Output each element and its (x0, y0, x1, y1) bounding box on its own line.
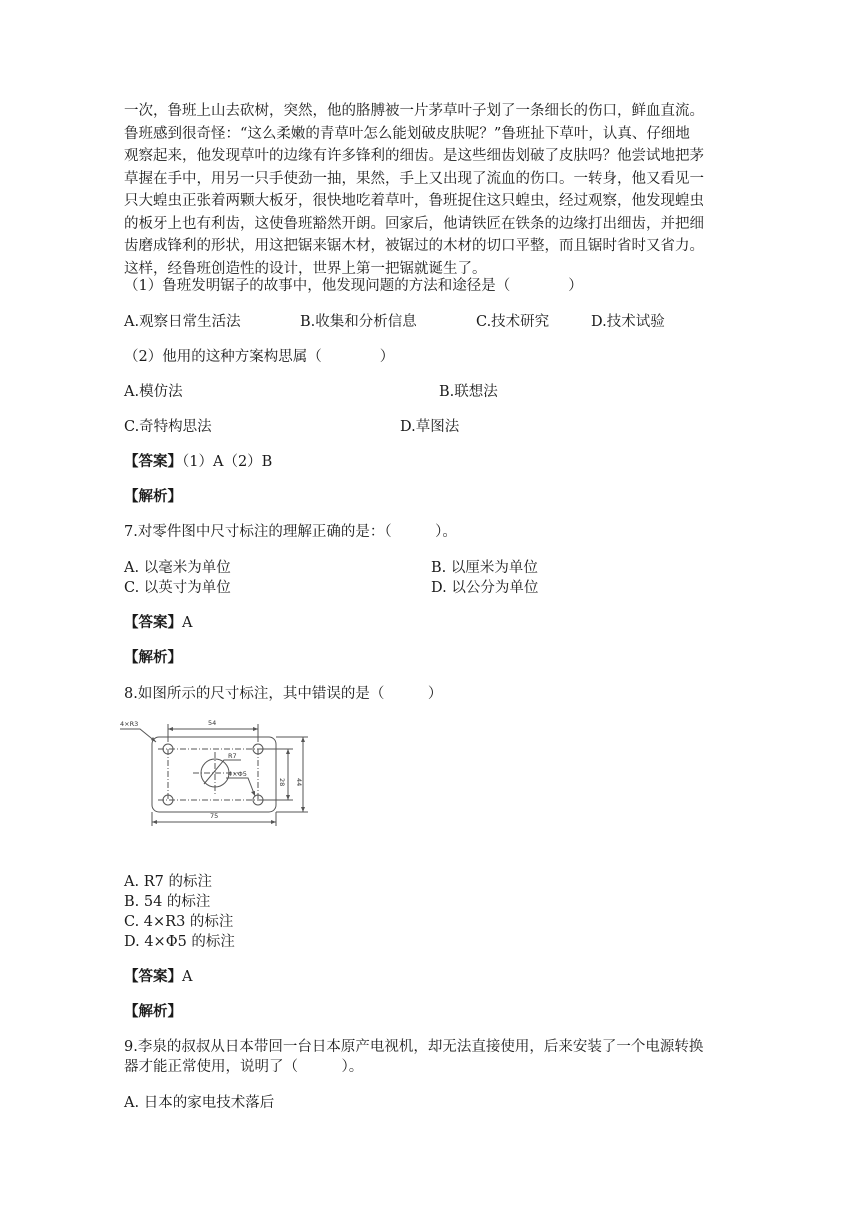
q6-1-option-a: A.观察日常生活法 (124, 314, 241, 330)
q7-option-b: B. 以厘米为单位 (431, 560, 538, 576)
story-line: 草握在手中，用另一只手使劲一抽，果然，手上又出现了流血的伤口。一转身，他又看见一 (124, 170, 704, 187)
q8-option-a: A. R7 的标注 (124, 874, 212, 890)
q6-analysis-label: 【解析】 (124, 488, 182, 505)
q8-answer (124, 966, 192, 988)
story-line: 观察起来，他发现草叶的边缘有许多锋利的细齿。是这些细齿划破了皮肤吗？他尝试地把茅 (124, 148, 704, 164)
label-4xR3: 4×R3 (120, 720, 139, 728)
q7-stem: 7.对零件图中尺寸标注的理解正确的是：（ ）。 (124, 524, 457, 540)
label-44: 44 (295, 778, 303, 787)
q8-stem: 8.如图所示的尺寸标注，其中错误的是（ ） (124, 686, 443, 702)
q6-2-option-d: D.草图法 (400, 419, 460, 435)
q7-option-c: C. 以英寸为单位 (124, 580, 231, 596)
q6-2-stem: （2）他用的这种方案构思属（ ） (124, 349, 395, 365)
story-line: 这样，经鲁班创造性的设计，世界上第一把锯就诞生了。 (124, 260, 487, 277)
q6-2-option-b: B.联想法 (439, 384, 498, 400)
story-line: 的板牙上也有利齿，这使鲁班豁然开朗。回家后，他请铁匠在铁条的边缘打出细齿，并把细 (124, 215, 704, 232)
q7-option-d: D. 以公分为单位 (431, 580, 539, 596)
label-75: 75 (210, 812, 219, 820)
q6-1-option-b: B.收集和分析信息 (300, 314, 417, 330)
q6-1-option-d: D.技术试验 (591, 314, 665, 330)
plate-outline (152, 737, 276, 812)
q7-answer (124, 612, 192, 634)
q6-1-option-c: C.技术研究 (476, 314, 550, 330)
q8-option-c: C. 4×R3 的标注 (124, 914, 234, 930)
q7-analysis-label: 【解析】 (124, 649, 182, 666)
story-line: 齿磨成锋利的形状，用这把锯来锯木材，被锯过的木材的切口平整，而且锯时省时又省力。 (124, 238, 704, 254)
answer-value: A (182, 615, 193, 631)
label-4xPhi5: 4×Φ5 (228, 770, 247, 778)
q7-option-a: A. 以毫米为单位 (124, 560, 231, 576)
part-dimension-figure (118, 712, 314, 834)
answer-value: （1）A（2）B (182, 454, 273, 470)
label-54: 54 (208, 719, 217, 727)
story-paragraph (124, 100, 748, 280)
q9-stem-line1: 9.李泉的叔叔从日本带回一台日本原产电视机，却无法直接使用，后来安装了一个电源转换 (124, 1039, 704, 1055)
q6-1-stem: （1）鲁班发明锯子的故事中，他发现问题的方法和途径是（ ） (124, 278, 583, 294)
label-28: 28 (278, 778, 286, 787)
story-line: 鲁班感到很奇怪：“这么柔嫩的青草叶怎么能划破皮肤呢？”鲁班扯下草叶，认真、仔细地 (124, 125, 690, 142)
answer-label: 【答案】 (124, 614, 182, 631)
q9-stem-line2: 器才能正常使用，说明了（ ）。 (124, 1059, 364, 1075)
answer-value: A (182, 969, 193, 985)
q6-2-option-c: C.奇特构思法 (124, 419, 212, 435)
story-line: 一次，鲁班上山去砍树，突然，他的胳膊被一片茅草叶子划了一条细长的伤口，鲜血直流。 (124, 103, 704, 119)
q9-option-a: A. 日本的家电技术落后 (124, 1095, 275, 1111)
q8-analysis-label: 【解析】 (124, 1003, 182, 1020)
q8-option-d: D. 4×Φ5 的标注 (124, 934, 235, 950)
q6-2-option-a: A.模仿法 (124, 384, 183, 400)
q8-option-b: B. 54 的标注 (124, 894, 211, 910)
story-line: 只大蝗虫正张着两颗大板牙，很快地吃着草叶，鲁班捉住这只蝗虫，经过观察，他发现蝗虫 (124, 193, 704, 209)
answer-label: 【答案】 (124, 453, 182, 470)
q6-answer (124, 451, 272, 473)
answer-label: 【答案】 (124, 968, 182, 985)
label-R7: R7 (228, 752, 237, 760)
